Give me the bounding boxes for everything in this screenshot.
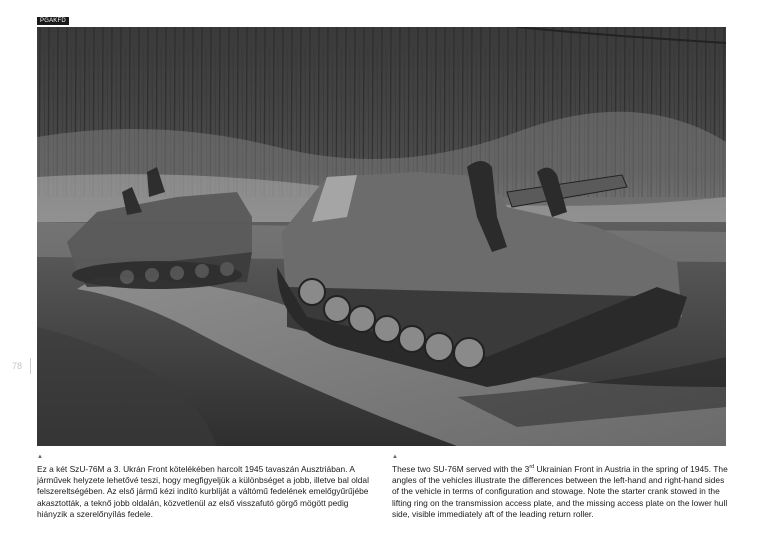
caption-english — [392, 464, 728, 520]
tank-photo-illustration — [37, 27, 726, 446]
caption-marker-right: ▲ — [392, 454, 398, 460]
photograph — [37, 27, 726, 446]
caption-hungarian: Ez a két SzU-76M a 3. Ukrán Front kötelékében harcolt 1945 tavaszán Ausztriában. A járművek helyzete lehetővé teszi, hogy megfigyeljük a különbséget a jobb, illetve bal oldal felszereltségében. Az első jármű kézi indító kurblíját a váltómű fedelének emelőgyűrűjébe akasztották, a teknő jobb oldalán, közvetlenül az első visszafutó görgő mögött pedig hiányzik a szerelőnyílás fedele. — [37, 464, 369, 519]
section-tag: PGAKFD — [37, 17, 69, 25]
page-number: 78 — [12, 361, 23, 371]
caption-english-rest: Ukrainian Front in Austria in the spring of 1945. The angles of the vehicles illustrate the differences between the left-hand and right-hand sides of the vehicle in terms of configuration and stowage. Note the starter crank stowed in the lifting ring on the transmission access plate, and the missing access plate on the lower hull side, visible immediately aft of the leading return roller. — [392, 464, 728, 519]
page-number-rule — [30, 358, 31, 374]
caption-english-start: These two SU-76M served with the 3 — [392, 464, 530, 474]
caption-english-superscript: rd — [529, 464, 535, 471]
caption-marker-left: ▲ — [37, 454, 43, 460]
